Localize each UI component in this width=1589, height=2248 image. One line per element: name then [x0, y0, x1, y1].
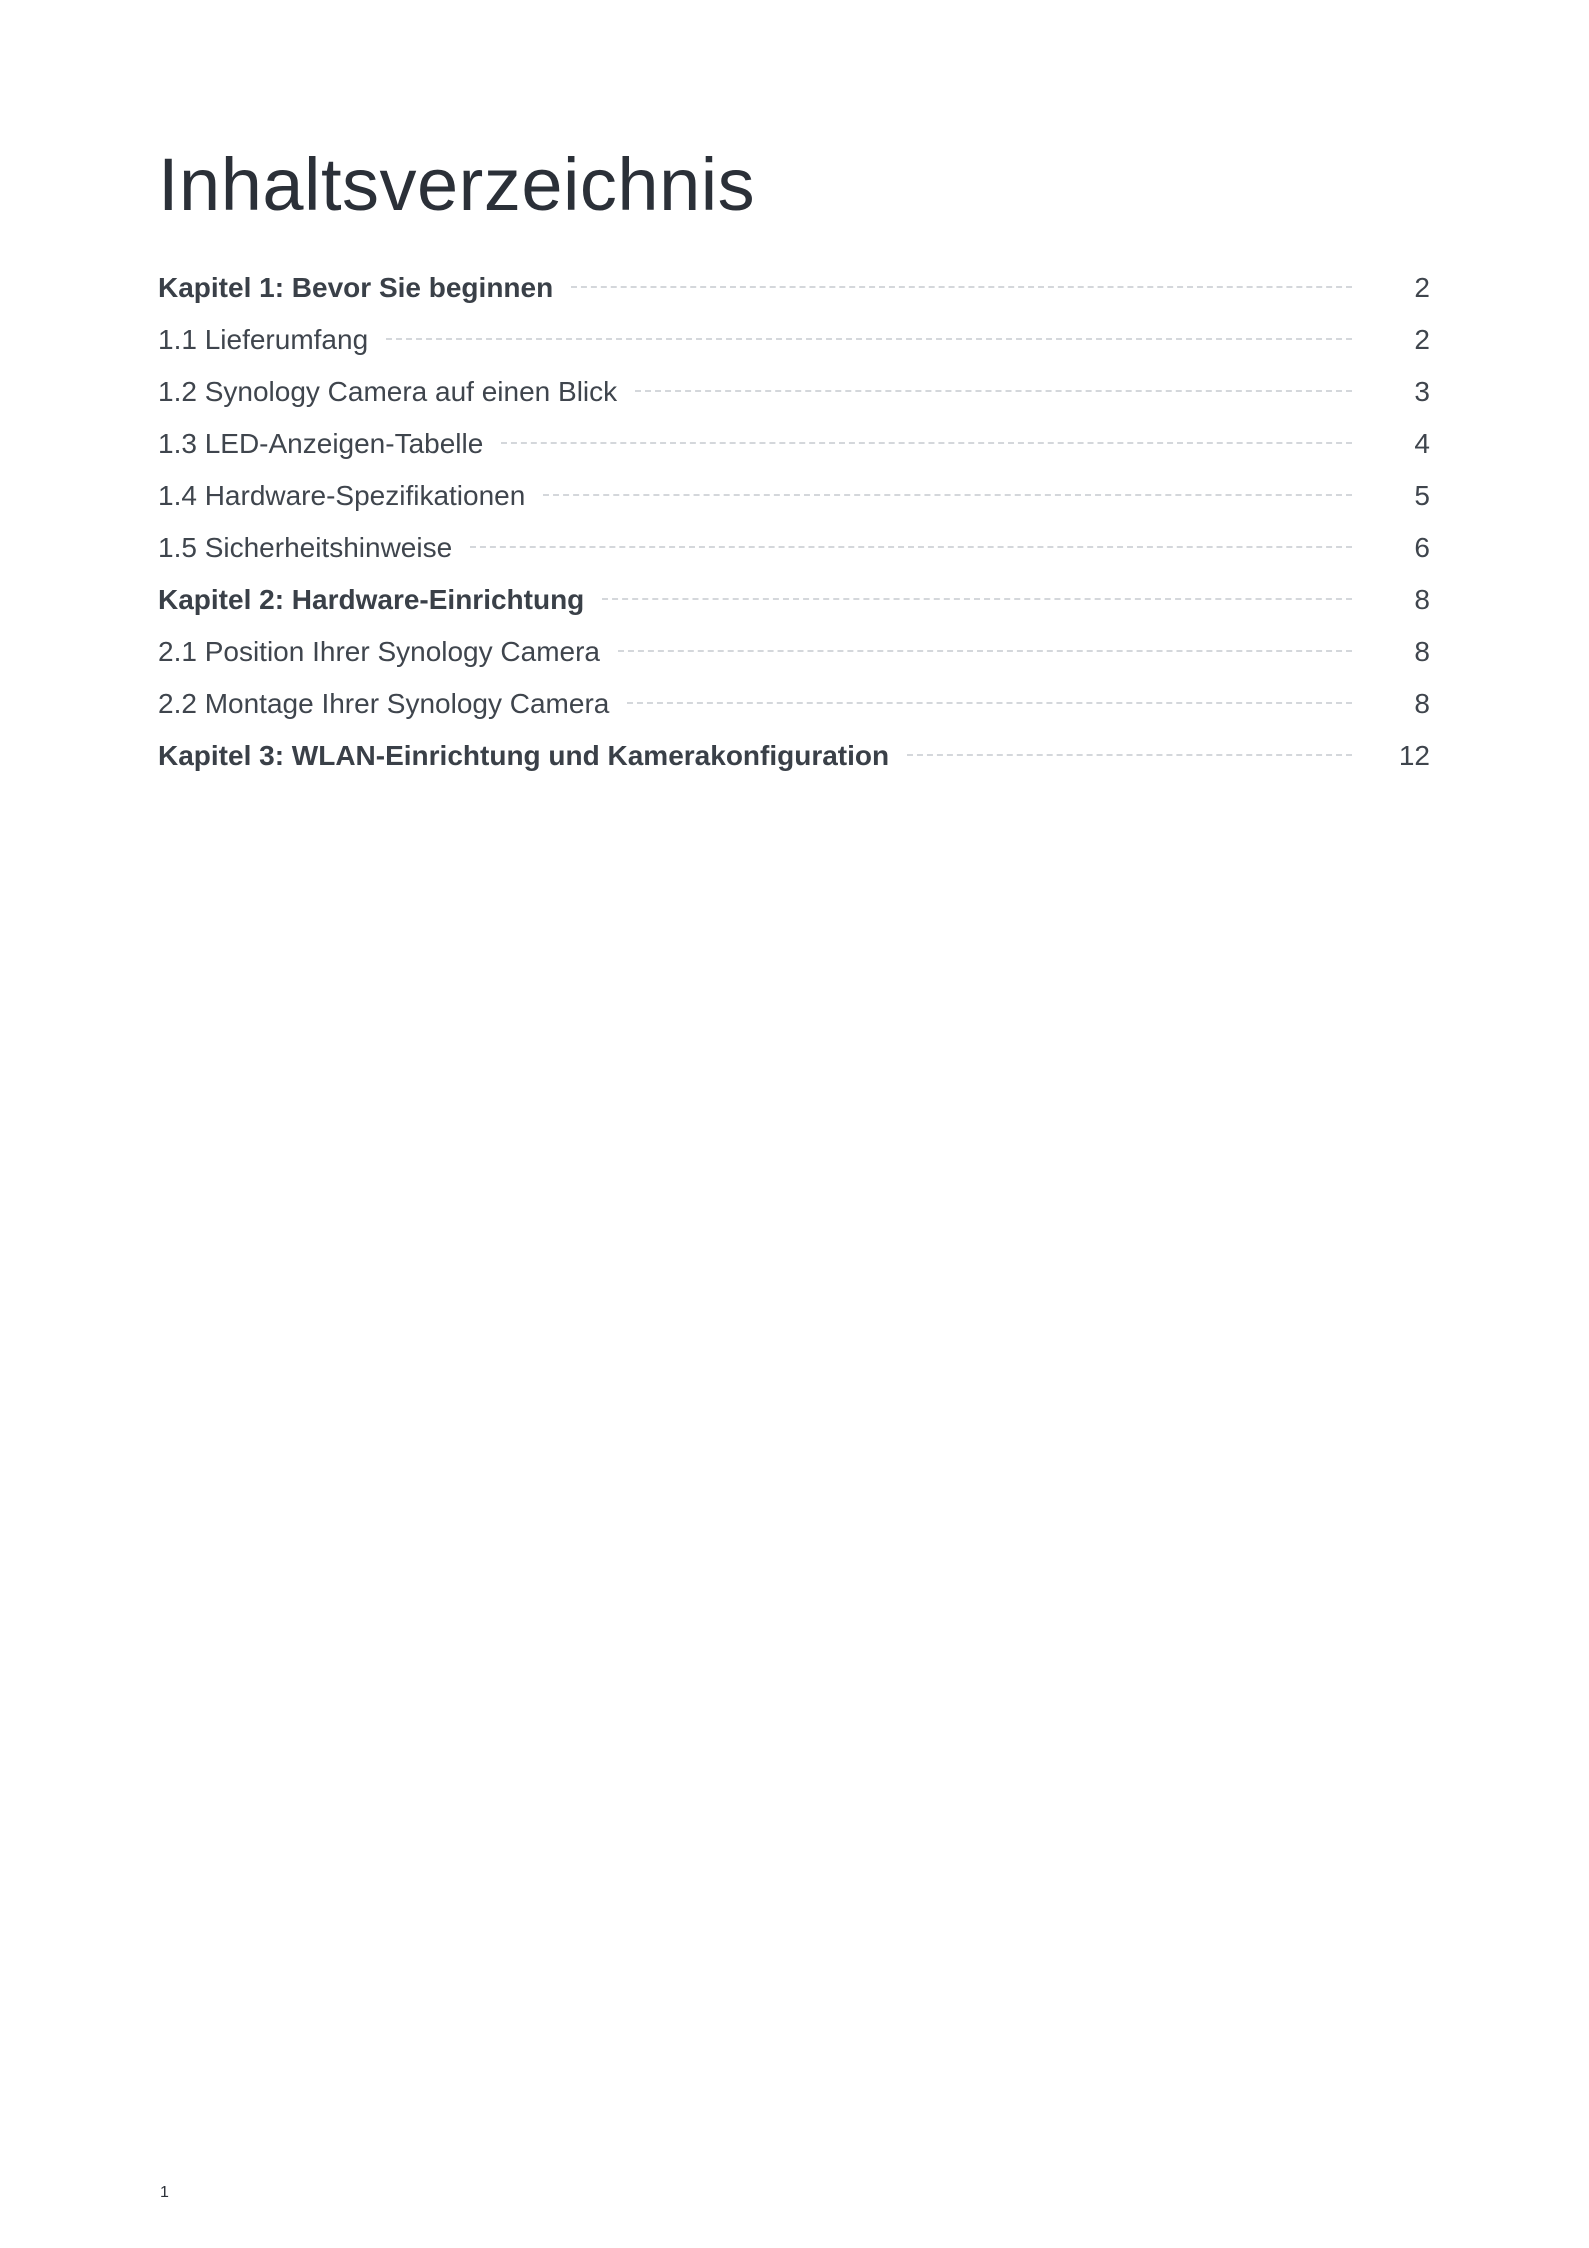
toc-entry-label: 1.3 LED-Anzeigen-Tabelle	[158, 428, 484, 459]
toc-entry-section-1-1[interactable]	[158, 314, 1430, 366]
toc-entry-page-number: 12	[1398, 740, 1430, 771]
toc-entry-page-number: 8	[1414, 688, 1430, 719]
toc-entry-section-1-5[interactable]	[158, 522, 1430, 574]
toc-entry-chapter-3[interactable]	[158, 730, 1430, 782]
toc-entry-page-number: 5	[1414, 480, 1430, 511]
page-title: Inhaltsverzeichnis	[158, 143, 756, 226]
toc-entry-section-2-2[interactable]	[158, 678, 1430, 730]
toc-entry-section-2-1[interactable]	[158, 626, 1430, 678]
dotted-leader	[543, 494, 1352, 496]
toc-entry-label: Kapitel 3: WLAN-Einrichtung und Kamerakonfiguration	[158, 740, 890, 771]
toc-entry-label: Kapitel 2: Hardware-Einrichtung	[158, 584, 585, 615]
toc-entry-section-1-2[interactable]	[158, 366, 1430, 418]
dotted-leader	[602, 598, 1352, 600]
toc-entry-page-number: 2	[1414, 324, 1430, 355]
toc-entry-chapter-2[interactable]	[158, 574, 1430, 626]
dotted-leader	[627, 702, 1352, 704]
toc-entry-label: 2.1 Position Ihrer Synology Camera	[158, 636, 600, 667]
dotted-leader	[907, 754, 1352, 756]
toc-entry-page-number: 6	[1414, 532, 1430, 563]
toc-entry-page-number: 2	[1414, 272, 1430, 303]
dotted-leader	[635, 390, 1352, 392]
toc-entry-label: Kapitel 1: Bevor Sie beginnen	[158, 272, 554, 303]
dotted-leader	[386, 338, 1352, 340]
dotted-leader	[618, 650, 1352, 652]
page-number: 1	[160, 2184, 169, 2201]
dotted-leader	[571, 286, 1352, 288]
toc-entry-label: 1.4 Hardware-Spezifikationen	[158, 480, 526, 511]
toc-entry-label: 2.2 Montage Ihrer Synology Camera	[158, 688, 610, 719]
dotted-leader	[501, 442, 1352, 444]
toc-entry-page-number: 8	[1414, 636, 1430, 667]
toc-entry-section-1-3[interactable]	[158, 418, 1430, 470]
toc-entry-label: 1.2 Synology Camera auf einen Blick	[158, 376, 618, 407]
toc-entry-section-1-4[interactable]	[158, 470, 1430, 522]
toc-entry-page-number: 3	[1414, 376, 1430, 407]
toc-entry-label: 1.1 Lieferumfang	[158, 324, 369, 355]
table-of-contents	[158, 262, 1430, 782]
dotted-leader	[470, 546, 1352, 548]
toc-entry-chapter-1[interactable]	[158, 262, 1430, 314]
toc-entry-page-number: 8	[1414, 584, 1430, 615]
toc-entry-page-number: 4	[1414, 428, 1430, 459]
toc-entry-label: 1.5 Sicherheitshinweise	[158, 532, 453, 563]
